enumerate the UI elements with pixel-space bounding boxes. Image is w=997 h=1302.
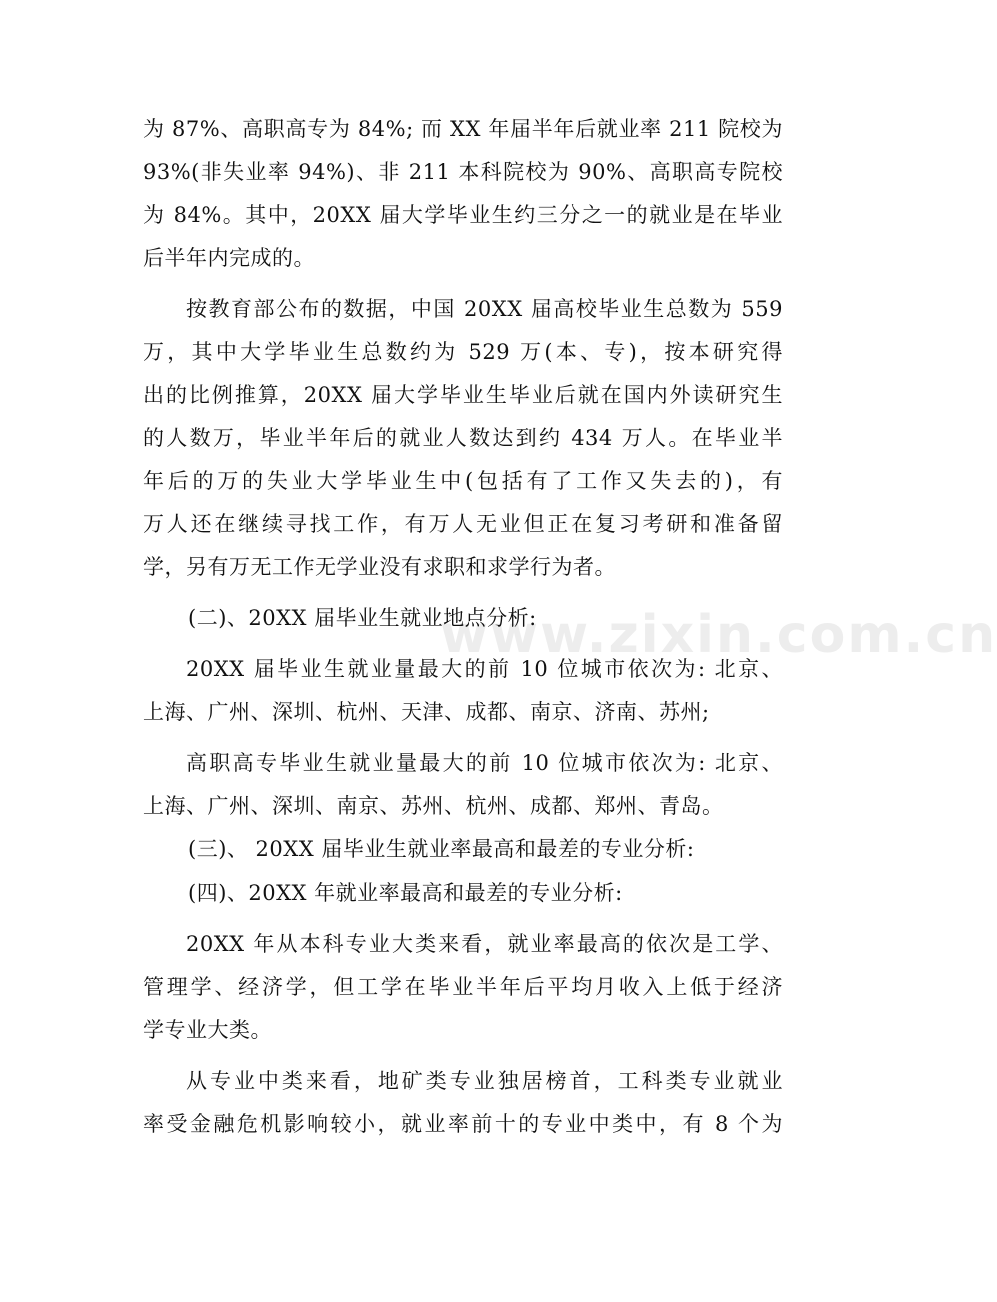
text-line: 20XX 年从本科专业大类来看，就业率最高的依次是工学、 bbox=[186, 932, 783, 956]
text-line: 93%(非失业率 94%)、非 211 本科院校为 90%、高职高专院校 bbox=[143, 160, 783, 184]
text-line: 年后的万的失业大学毕业生中(包括有了工作又失去的)，有 bbox=[143, 469, 783, 493]
text-line: 按教育部公布的数据，中国 20XX 届高校毕业生总数为 559 bbox=[186, 297, 783, 321]
text-line: 为 84%。其中，20XX 届大学毕业生约三分之一的就业是在毕业 bbox=[143, 203, 783, 227]
section-heading: (三)、 20XX 届毕业生就业率最高和最差的专业分析: bbox=[188, 837, 695, 861]
text-line: 万人还在继续寻找工作，有万人无业但正在复习考研和准备留 bbox=[143, 512, 783, 536]
text-line: 上海、广州、深圳、杭州、天津、成都、南京、济南、苏州; bbox=[143, 700, 710, 724]
text-line: 学专业大类。 bbox=[143, 1018, 272, 1042]
text-line: 高职高专毕业生就业量最大的前 10 位城市依次为: 北京、 bbox=[186, 751, 783, 775]
text-line: 的人数万，毕业半年后的就业人数达到约 434 万人。在毕业半 bbox=[143, 426, 783, 450]
text-line: 为 87%、高职高专为 84%; 而 XX 年届半年后就业率 211 院校为 bbox=[143, 117, 783, 141]
text-line: 管理学、经济学，但工学在毕业半年后平均月收入上低于经济 bbox=[143, 975, 783, 999]
text-line: 率受金融危机影响较小，就业率前十的专业中类中，有 8 个为 bbox=[143, 1112, 783, 1136]
section-heading: (四)、20XX 年就业率最高和最差的专业分析: bbox=[188, 881, 623, 905]
text-line: 学，另有万无工作无学业没有求职和求学行为者。 bbox=[143, 555, 616, 579]
watermark: www.zixin.com.cn bbox=[440, 605, 997, 665]
text-line: 上海、广州、深圳、南京、苏州、杭州、成都、郑州、青岛。 bbox=[143, 794, 724, 818]
text-line: 20XX 届毕业生就业量最大的前 10 位城市依次为: 北京、 bbox=[186, 657, 783, 681]
text-line: 从专业中类来看，地矿类专业独居榜首，工科类专业就业 bbox=[186, 1069, 783, 1093]
text-line: 出的比例推算，20XX 届大学毕业生毕业后就在国内外读研究生 bbox=[143, 383, 783, 407]
section-heading: (二)、20XX 届毕业生就业地点分析: bbox=[188, 606, 537, 630]
text-line: 后半年内完成的。 bbox=[143, 246, 315, 270]
text-line: 万，其中大学毕业生总数约为 529 万(本、专)，按本研究得 bbox=[143, 340, 783, 364]
